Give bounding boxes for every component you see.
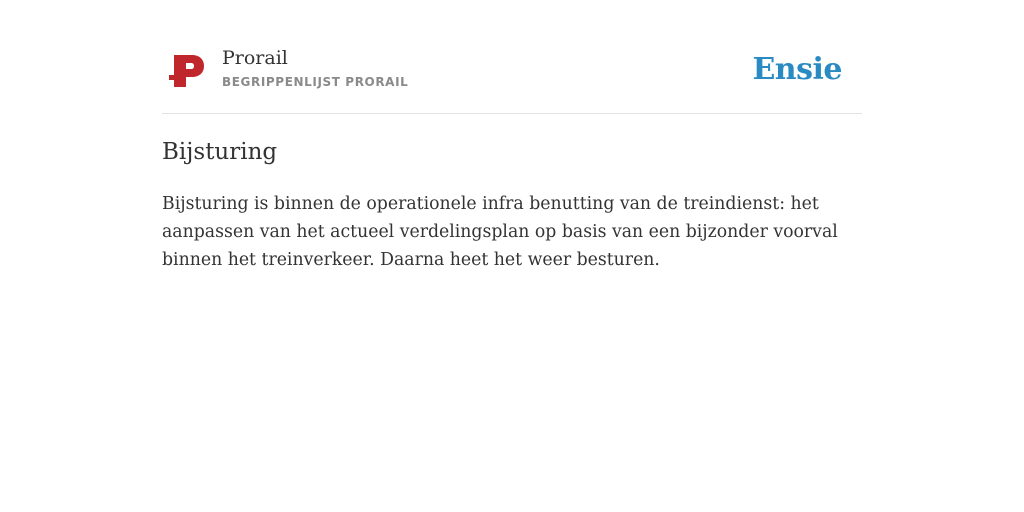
- ensie-logo[interactable]: Ensie: [752, 52, 842, 87]
- term-title: Bijsturing: [162, 139, 278, 165]
- brand: [222, 45, 408, 91]
- header: [162, 40, 862, 114]
- term-definition: Bijsturing is binnen de operationele infra benutting van de treindienst: het aanpassen van het actueel verdelingsplan op basis van een bijzonder voorval binnen het treinverkeer. Daarna heet het weer besturen.: [162, 194, 838, 270]
- brand-subtitle[interactable]: BEGRIPPENLIJST PRORAIL: [222, 75, 409, 89]
- brand-name[interactable]: Prorail: [222, 47, 288, 69]
- prorail-logo-icon[interactable]: [168, 51, 208, 91]
